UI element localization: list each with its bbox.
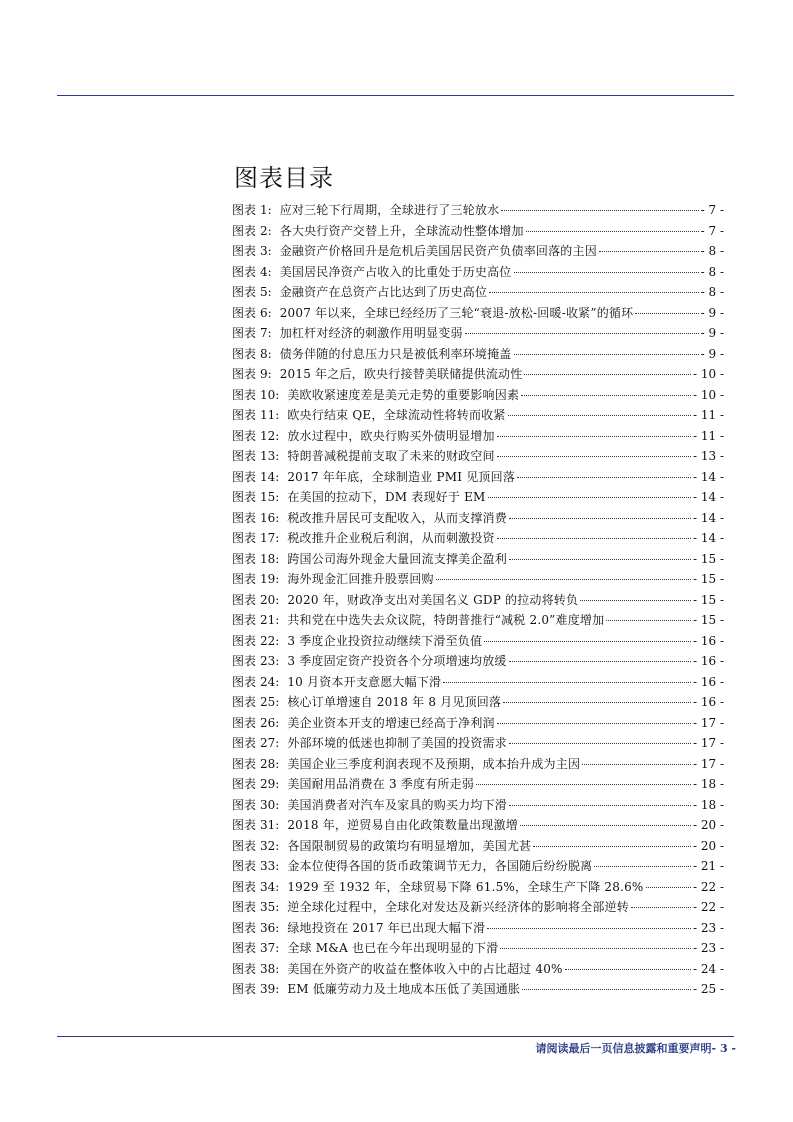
toc-entry-number: 39: [260, 982, 276, 996]
toc-entry-separator: :: [275, 613, 280, 627]
toc-list: [232, 200, 724, 1000]
toc-entry-leader: [497, 538, 691, 539]
toc-entry-label: 图表: [232, 285, 257, 299]
toc-entry-title: 各大央行资产交替上升，全球流动性整体增加: [279, 223, 524, 238]
toc-entry-label: 图表: [232, 264, 257, 279]
toc-entry-label: 图表: [232, 408, 257, 422]
toc-entry-page: - 8 -: [700, 285, 724, 299]
toc-entry-label: 图表: [232, 387, 257, 402]
toc-entry-number: 37: [260, 941, 276, 955]
toc-entry-separator: :: [275, 941, 280, 955]
toc-entry-number: 19: [260, 572, 276, 586]
toc-entry-title: 2018 年，逆贸易自由化政策数量出现激增: [287, 818, 518, 832]
toc-entry-number: 32: [260, 838, 276, 853]
toc-entry-number: 6: [260, 305, 268, 320]
toc-entry-page: - 17 -: [692, 715, 724, 730]
toc-entry-separator: :: [275, 715, 280, 730]
toc-entry-label: 图表: [232, 941, 257, 955]
toc-entry-label: 图表: [232, 879, 257, 894]
toc-entry[interactable]: [232, 364, 724, 385]
toc-entry-separator: :: [275, 695, 280, 709]
toc-entry-leader: [514, 272, 699, 273]
toc-entry-separator: :: [267, 305, 272, 320]
toc-entry-leader: [606, 620, 691, 621]
toc-entry[interactable]: [232, 959, 724, 980]
toc-entry-title: 逆全球化过程中，全球化对发达及新兴经济体的影响将全部逆转: [287, 900, 629, 914]
toc-entry-leader: [508, 415, 691, 416]
toc-entry-number: 29: [260, 777, 276, 791]
toc-entry-title: 核心订单增速自 2018 年 8 月见顶回落: [287, 695, 502, 709]
toc-entry-title: 放水过程中，欧央行购买外债明显增加: [287, 428, 495, 443]
toc-entry-separator: :: [275, 408, 280, 422]
toc-entry-leader: [488, 497, 691, 498]
toc-entry[interactable]: [232, 385, 724, 406]
toc-entry-separator: :: [267, 203, 272, 217]
toc-entry-page: - 17 -: [692, 756, 724, 771]
toc-entry-separator: :: [275, 469, 280, 484]
toc-entry-label: 图表: [232, 326, 257, 340]
toc-entry-label: 图表: [232, 203, 257, 217]
toc-entry-label: 图表: [232, 346, 257, 361]
toc-entry-number: 26: [260, 715, 276, 730]
toc-entry-page: - 22 -: [692, 879, 724, 894]
toc-entry-leader: [436, 579, 691, 580]
toc-entry-separator: :: [275, 633, 280, 648]
toc-entry-title: 美国耐用品消费在 3 季度有所走弱: [287, 777, 475, 791]
toc-entry[interactable]: [232, 221, 724, 242]
toc-entry-title: 2015 年之后，欧央行接替美联储提供流动性: [279, 367, 523, 381]
toc-entry-number: 8: [260, 346, 268, 361]
toc-entry-page: - 11 -: [692, 428, 724, 443]
toc-entry-number: 18: [260, 551, 276, 566]
header-rule: [57, 95, 734, 96]
toc-entry-number: 21: [260, 613, 276, 627]
toc-entry[interactable]: [232, 795, 724, 816]
toc-entry-page: - 14 -: [692, 531, 724, 545]
toc-entry-leader: [594, 866, 691, 867]
toc-entry-label: 图表: [232, 449, 257, 463]
toc-entry-separator: :: [267, 285, 272, 299]
toc-entry-label: 图表: [232, 490, 257, 504]
toc-entry-page: - 16 -: [692, 695, 724, 709]
toc-entry-page: - 8 -: [700, 264, 724, 279]
toc-entry-number: 2: [260, 223, 268, 238]
toc-entry-number: 16: [260, 510, 276, 525]
toc-entry-separator: :: [275, 797, 280, 812]
toc-entry-separator: :: [267, 244, 272, 258]
toc-entry-leader: [646, 887, 691, 888]
toc-entry-label: 图表: [232, 592, 257, 607]
toc-entry-separator: :: [275, 654, 280, 668]
toc-entry-separator: :: [275, 551, 280, 566]
toc-entry-leader: [501, 210, 698, 211]
toc-entry-page: - 23 -: [692, 941, 724, 955]
toc-entry-leader: [533, 846, 691, 847]
toc-entry-page: - 17 -: [692, 736, 724, 750]
toc-entry-leader: [497, 436, 691, 437]
toc-entry-number: 34: [260, 879, 276, 894]
toc-entry-separator: :: [275, 879, 280, 894]
toc-entry-separator: :: [267, 367, 272, 381]
toc-entry-title: 美企业资本开支的增速已经高于净利润: [287, 715, 495, 730]
toc-entry-separator: :: [275, 838, 280, 853]
toc-entry-page: - 7 -: [700, 223, 724, 238]
toc-entry-number: 38: [260, 961, 276, 976]
toc-entry-title: 特朗普减税提前支取了未来的财政空间: [287, 449, 495, 463]
toc-entry-page: - 14 -: [692, 469, 724, 484]
toc-entry-leader: [631, 907, 691, 908]
toc-entry-title: 美国消费者对汽车及家具的购买力均下滑: [287, 797, 507, 812]
toc-entry-number: 7: [260, 326, 268, 340]
toc-entry-page: - 14 -: [692, 490, 724, 504]
toc-entry-leader: [520, 825, 691, 826]
toc-entry-number: 14: [260, 469, 276, 484]
toc-entry-title: 10 月资本开支意愿大幅下滑: [287, 674, 442, 689]
toc-entry[interactable]: [232, 569, 724, 590]
toc-entry-separator: :: [275, 982, 280, 996]
toc-entry-page: - 18 -: [692, 797, 724, 812]
toc-entry-title: 2020 年，财政净支出对美国名义 GDP 的拉动将转负: [287, 592, 579, 607]
toc-entry-page: - 14 -: [692, 510, 724, 525]
toc-entry-label: 图表: [232, 777, 257, 791]
toc-entry[interactable]: [232, 979, 724, 1000]
toc-entry-leader: [487, 928, 691, 929]
toc-entry-leader: [509, 661, 691, 662]
toc-entry-separator: :: [275, 818, 280, 832]
toc-entry-page: - 10 -: [692, 367, 724, 381]
toc-entry-title: 税改推升企业税后利润，从而刺激投资: [287, 531, 495, 545]
toc-entry-separator: :: [275, 674, 280, 689]
toc-entry[interactable]: [232, 508, 724, 529]
footer-rule: [57, 1036, 734, 1037]
toc-entry[interactable]: [232, 651, 724, 672]
toc-entry-title: 金融资产价格回升是危机后美国居民资产负债率回落的主因: [279, 244, 597, 258]
toc-entry-page: - 23 -: [692, 920, 724, 935]
toc-entry-label: 图表: [232, 613, 257, 627]
toc-entry-number: 12: [260, 428, 276, 443]
toc-entry-page: - 16 -: [692, 654, 724, 668]
toc-entry-label: 图表: [232, 797, 257, 812]
toc-entry-leader: [497, 723, 691, 724]
toc-entry[interactable]: [232, 774, 724, 795]
toc-entry[interactable]: [232, 405, 724, 426]
toc-entry-leader: [526, 231, 699, 232]
toc-entry-leader: [580, 600, 691, 601]
toc-entry[interactable]: [232, 467, 724, 488]
toc-entry-page: - 24 -: [692, 961, 724, 976]
toc-entry-label: 图表: [232, 223, 257, 238]
footer-notice: 请阅读最后一页信息披露和重要声明: [535, 1042, 712, 1055]
toc-entry-number: 10: [260, 387, 276, 402]
toc-entry-number: 35: [260, 900, 276, 914]
toc-entry-label: 图表: [232, 818, 257, 832]
toc-entry-leader: [517, 477, 691, 478]
toc-entry-page: - 18 -: [692, 777, 724, 791]
toc-entry-number: 27: [260, 736, 276, 750]
toc-entry-number: 23: [260, 654, 276, 668]
toc-entry-separator: :: [275, 736, 280, 750]
toc-entry[interactable]: [232, 426, 724, 447]
toc-entry[interactable]: [232, 610, 724, 631]
toc-entry-title: 金融资产在总资产占比达到了历史高位: [279, 285, 488, 299]
toc-entry-page: - 15 -: [692, 551, 724, 566]
toc-entry-leader: [476, 784, 691, 785]
toc-entry[interactable]: [232, 672, 724, 693]
toc-entry-label: 图表: [232, 531, 257, 545]
toc-entry-leader: [509, 805, 691, 806]
toc-entry-separator: :: [267, 346, 272, 361]
toc-entry-title: 各国限制贸易的政策均有明显增加，美国尤甚: [287, 838, 532, 853]
toc-entry-number: 28: [260, 756, 276, 771]
toc-entry-page: - 20 -: [692, 818, 724, 832]
toc-entry-label: 图表: [232, 756, 257, 771]
toc-entry-number: 11: [260, 408, 276, 422]
toc-entry-leader: [599, 251, 699, 252]
toc-entry-page: - 10 -: [692, 387, 724, 402]
toc-entry-separator: :: [267, 264, 272, 279]
toc-entry-leader: [514, 354, 699, 355]
toc-entry-title: 美国在外资产的收益在整体收入中的占比超过 40%: [287, 961, 563, 976]
toc-entry-title: 应对三轮下行周期，全球进行了三轮放水: [279, 203, 500, 217]
toc-entry[interactable]: [232, 856, 724, 877]
toc-entry-leader: [565, 969, 691, 970]
toc-entry-separator: :: [275, 531, 280, 545]
toc-entry-label: 图表: [232, 695, 257, 709]
toc-entry[interactable]: [232, 897, 724, 918]
toc-entry-number: 33: [260, 859, 276, 873]
toc-entry-title: 美国居民净资产占收入的比重处于历史高位: [279, 264, 512, 279]
toc-entry-title: 2017 年年底，全球制造业 PMI 见顶回落: [287, 469, 516, 484]
toc-entry-title: 外部环境的低迷也抑制了美国的投资需求: [287, 736, 507, 750]
toc-entry-label: 图表: [232, 510, 257, 525]
toc-entry-page: - 25 -: [692, 982, 724, 996]
toc-entry-label: 图表: [232, 900, 257, 914]
toc-entry-title: 欧央行结束 QE，全球流动性将转而收紧: [287, 408, 506, 422]
toc-entry-label: 图表: [232, 633, 257, 648]
footer: [536, 1041, 736, 1057]
toc-entry-separator: :: [275, 592, 280, 607]
toc-entry-page: - 22 -: [692, 900, 724, 914]
toc-entry-title: 绿地投资在 2017 年已出现大幅下滑: [287, 920, 486, 935]
toc-entry-page: - 16 -: [692, 674, 724, 689]
toc-entry-title: 债务伴随的付息压力只是被低利率环境掩盖: [279, 346, 512, 361]
toc-entry-page: - 21 -: [692, 859, 724, 873]
toc-entry-number: 25: [260, 695, 276, 709]
toc-entry-label: 图表: [232, 982, 257, 996]
toc-entry-label: 图表: [232, 859, 257, 873]
toc-entry-leader: [521, 395, 691, 396]
toc-entry-separator: :: [275, 428, 280, 443]
toc-entry-title: EM 低廉劳动力及土地成本压低了美国通胀: [287, 982, 521, 996]
toc-entry-label: 图表: [232, 572, 257, 586]
toc-entry-leader: [524, 374, 691, 375]
toc-entry[interactable]: [232, 836, 724, 857]
toc-entry-separator: :: [275, 756, 280, 771]
toc-entry-leader: [465, 333, 699, 334]
toc-entry-title: 全球 M&A 也已在今年出现明显的下滑: [287, 941, 499, 955]
toc-entry-leader: [500, 948, 691, 949]
toc-entry-number: 5: [260, 285, 268, 299]
toc-entry-page: - 15 -: [692, 592, 724, 607]
toc-entry-separator: :: [275, 777, 280, 791]
toc-entry-leader: [489, 292, 699, 293]
toc-entry-number: 22: [260, 633, 276, 648]
toc-entry-page: - 13 -: [692, 449, 724, 463]
toc-entry-label: 图表: [232, 244, 257, 258]
toc-entry-title: 税改推升居民可支配收入，从而支撑消费: [287, 510, 507, 525]
toc-entry-label: 图表: [232, 838, 257, 853]
toc-entry[interactable]: [232, 549, 724, 570]
toc-entry-title: 在美国的拉动下，DM 表现好于 EM: [287, 490, 486, 504]
toc-entry-separator: :: [275, 920, 280, 935]
toc-entry-separator: :: [267, 223, 272, 238]
toc-entry[interactable]: [232, 713, 724, 734]
toc-entry[interactable]: [232, 528, 724, 549]
toc-entry-leader: [509, 518, 691, 519]
toc-entry[interactable]: [232, 241, 724, 262]
toc-entry-number: 4: [260, 264, 268, 279]
toc-entry-label: 图表: [232, 469, 257, 484]
toc-entry-title: 美欧收紧速度差是美元走势的重要影响因素: [287, 387, 520, 402]
toc-entry-title: 3 季度企业投资拉动继续下滑至负值: [287, 633, 483, 648]
toc-entry-title: 跨国公司海外现金大量回流支撑美企盈利: [287, 551, 507, 566]
toc-entry-leader: [509, 559, 691, 560]
toc-entry-label: 图表: [232, 428, 257, 443]
toc-entry-separator: :: [267, 326, 272, 340]
toc-entry-page: - 15 -: [692, 613, 724, 627]
toc-entry[interactable]: [232, 692, 724, 713]
toc-entry-label: 图表: [232, 736, 257, 750]
toc-entry-number: 30: [260, 797, 276, 812]
toc-entry-number: 15: [260, 490, 276, 504]
toc-entry-title: 1929 至 1932 年，全球贸易下降 61.5%，全球生产下降 28.6%: [287, 879, 644, 894]
toc-entry[interactable]: [232, 344, 724, 365]
toc-entry-page: - 20 -: [692, 838, 724, 853]
toc-entry-leader: [484, 641, 691, 642]
toc-entry-number: 13: [260, 449, 276, 463]
toc-entry[interactable]: [232, 918, 724, 939]
toc-title: 图表目录: [234, 164, 334, 192]
toc-entry-title: 2007 年以来，全球已经经历了三轮“衰退-放松-回暖-收紧”的循环: [279, 305, 634, 320]
toc-entry-leader: [497, 456, 691, 457]
toc-entry-label: 图表: [232, 961, 257, 976]
toc-entry-page: - 9 -: [700, 326, 724, 340]
toc-entry[interactable]: [232, 631, 724, 652]
toc-entry-title: 共和党在中选失去众议院，特朗普推行“减税 2.0”难度增加: [287, 613, 605, 627]
toc-entry-page: - 15 -: [692, 572, 724, 586]
toc-entry-label: 图表: [232, 551, 257, 566]
toc-entry[interactable]: [232, 323, 724, 344]
toc-entry-separator: :: [275, 859, 280, 873]
toc-entry[interactable]: [232, 303, 724, 324]
toc-entry[interactable]: [232, 282, 724, 303]
toc-entry-leader: [443, 682, 691, 683]
toc-entry-separator: :: [275, 510, 280, 525]
toc-entry-number: 3: [260, 244, 268, 258]
toc-entry-page: - 9 -: [700, 305, 724, 320]
toc-entry-separator: :: [275, 572, 280, 586]
toc-entry-separator: :: [275, 387, 280, 402]
toc-entry-leader: [509, 743, 691, 744]
toc-entry-title: 海外现金汇回推升股票回购: [287, 572, 434, 586]
toc-entry[interactable]: [232, 200, 724, 221]
toc-entry-separator: :: [275, 900, 280, 914]
toc-entry-title: 3 季度固定资产投资各个分项增速均放缓: [287, 654, 507, 668]
toc-entry-title: 美国企业三季度利润表现不及预期，成本抬升成为主因: [287, 756, 581, 771]
toc-entry[interactable]: [232, 262, 724, 283]
toc-entry-page: - 11 -: [692, 408, 724, 422]
toc-entry-leader: [635, 313, 698, 314]
toc-entry-leader: [582, 764, 691, 765]
toc-entry-page: - 16 -: [692, 633, 724, 648]
toc-entry[interactable]: [232, 446, 724, 467]
toc-entry-number: 24: [260, 674, 276, 689]
toc-entry-label: 图表: [232, 715, 257, 730]
toc-entry-separator: :: [275, 449, 280, 463]
toc-entry[interactable]: [232, 815, 724, 836]
toc-entry[interactable]: [232, 733, 724, 754]
footer-page-number: - 3 -: [711, 1042, 736, 1055]
toc-entry-separator: :: [275, 961, 280, 976]
toc-entry-label: 图表: [232, 920, 257, 935]
toc-entry[interactable]: [232, 590, 724, 611]
toc-entry-label: 图表: [232, 305, 257, 320]
toc-entry-number: 36: [260, 920, 276, 935]
toc-entry-number: 31: [260, 818, 276, 832]
toc-entry[interactable]: [232, 487, 724, 508]
toc-entry-page: - 8 -: [700, 244, 724, 258]
toc-entry-number: 1: [260, 203, 268, 217]
toc-entry-leader: [522, 989, 691, 990]
toc-entry-page: - 9 -: [700, 346, 724, 361]
toc-entry-number: 20: [260, 592, 276, 607]
toc-entry-number: 9: [260, 367, 268, 381]
toc-entry-leader: [503, 702, 691, 703]
toc-entry[interactable]: [232, 877, 724, 898]
toc-entry-title: 加杠杆对经济的刺激作用明显变弱: [279, 326, 463, 340]
toc-entry[interactable]: [232, 938, 724, 959]
toc-entry-label: 图表: [232, 367, 257, 381]
toc-entry-title: 金本位使得各国的货币政策调节无力，各国随后纷纷脱离: [287, 859, 593, 873]
toc-entry-label: 图表: [232, 654, 257, 668]
toc-entry-number: 17: [260, 531, 276, 545]
toc-entry[interactable]: [232, 754, 724, 775]
toc-entry-page: - 7 -: [700, 203, 724, 217]
toc-entry-label: 图表: [232, 674, 257, 689]
toc-entry-separator: :: [275, 490, 280, 504]
